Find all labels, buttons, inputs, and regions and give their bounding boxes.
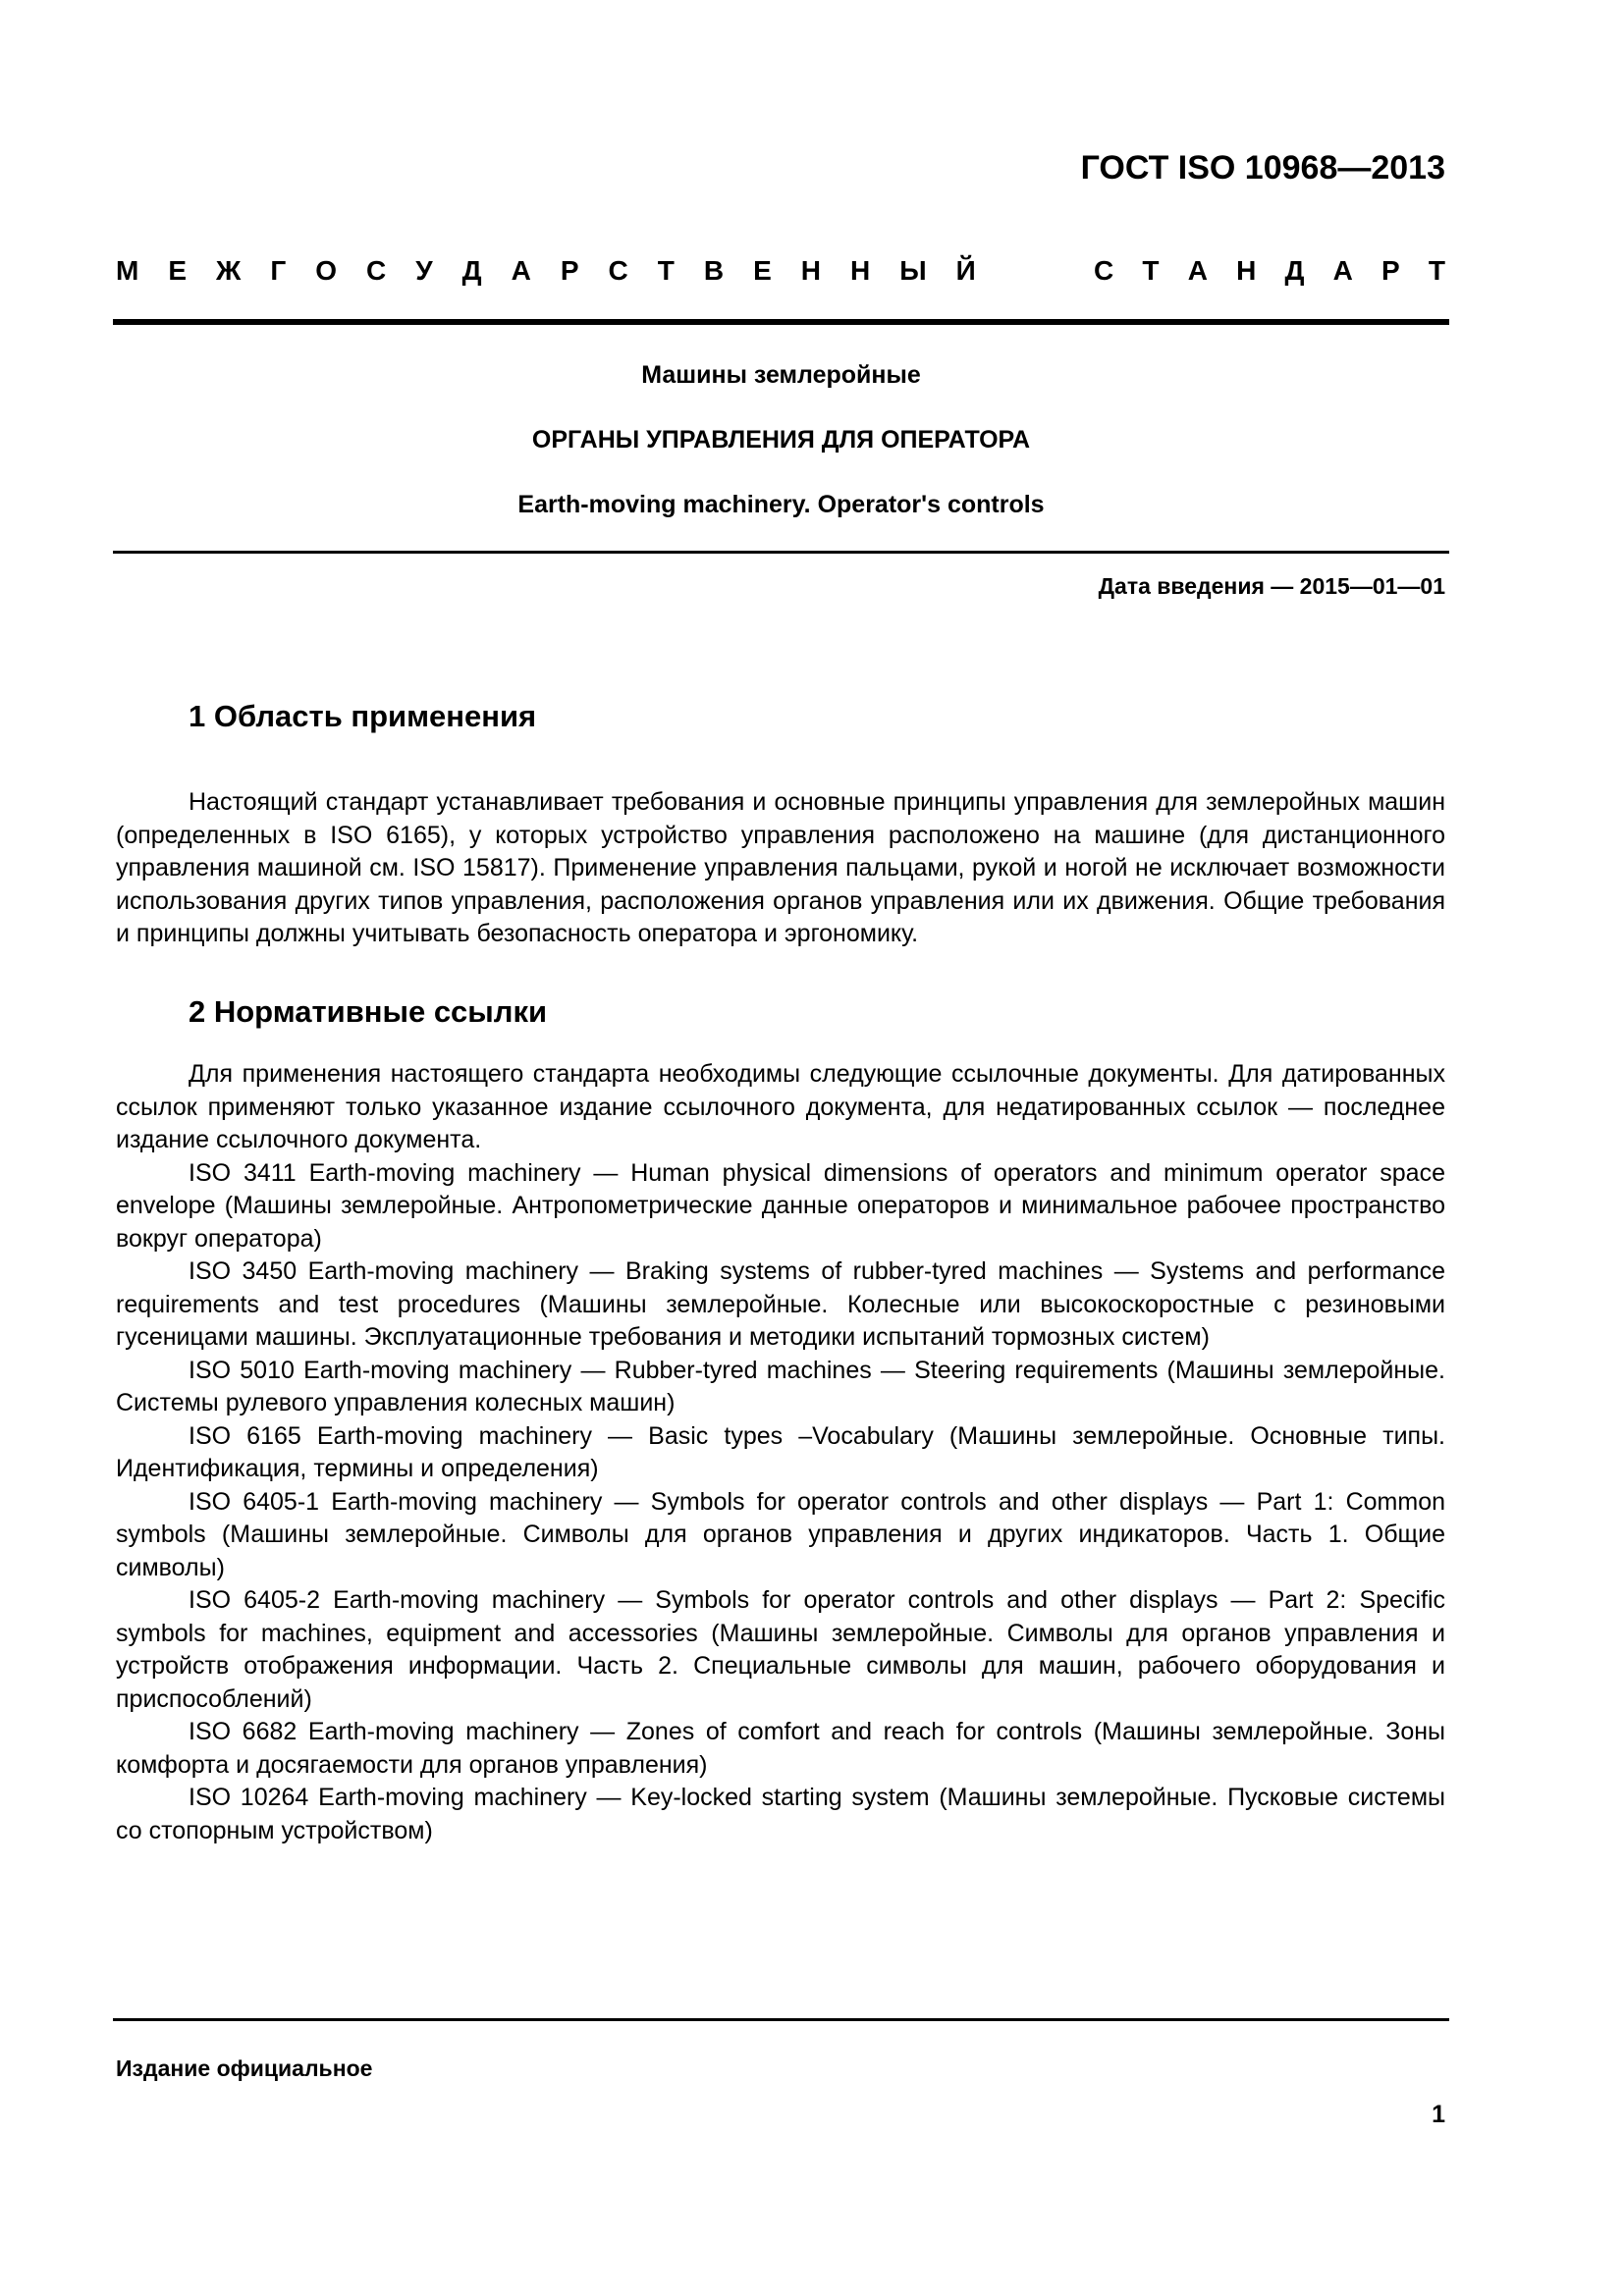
introduction-date: Дата введения — 2015—01—01 [1098, 573, 1445, 599]
banner-word-interstate [116, 255, 976, 287]
references-list [116, 1058, 1445, 1847]
banner-letter: А [1332, 255, 1353, 286]
reference-item: ISO 3411 Earth-moving machinery — Human physical dimensions of operators and minimum operator space envelope (Машины землеройные. Антропометрические данные операторов и минимальное рабочее пространство вокруг оператора) [116, 1158, 1445, 1253]
reference-item: ISO 6165 Earth-moving machinery — Basic types –Vocabulary (Машины землеройные. Основные типы. Идентификация, термины и определения) [116, 1421, 1445, 1482]
reference-item: ISO 6682 Earth-moving machinery — Zones of comfort and reach for controls (Машины землеройные. Зоны комфорта и досягаемости для органов управления) [116, 1718, 1445, 1779]
section-heading-scope: 1 Область применения [189, 699, 537, 733]
reference-item: ISO 3450 Earth-moving machinery — Braking systems of rubber-tyred machines — Systems and performance requirements and test procedures (Машины землеройные. Колесные или высокоскоростные с резиновыми гусеницами машины. Эксплуатационные требования и методики испытаний тормозных систем) [116, 1257, 1445, 1351]
banner-letter: Й [955, 255, 976, 286]
section-heading-references: 2 Нормативные ссылки [189, 994, 548, 1029]
banner-letter: Д [461, 255, 482, 286]
banner-letter: М [116, 255, 139, 286]
banner-letter: Е [168, 255, 188, 286]
banner-letter: Н [1236, 255, 1257, 286]
banner-letter: Д [1284, 255, 1305, 286]
banner-word-standard [1094, 255, 1445, 287]
banner-letter: С [608, 255, 628, 286]
official-edition-label: Издание официальное [116, 2056, 373, 2081]
banner-letter: Н [850, 255, 871, 286]
banner-letter: У [415, 255, 433, 286]
title-main: ОРГАНЫ УПРАВЛЕНИЯ ДЛЯ ОПЕРАТОРА [531, 426, 1031, 454]
title-english: Earth-moving machinery. Operator's controls [517, 491, 1045, 518]
banner-letter: Ж [216, 255, 242, 286]
banner-letter: А [511, 255, 531, 286]
reference-item: ISO 6405-1 Earth-moving machinery — Symbols for operator controls and other displays — Part 1: Common symbols (Машины землеройные. Символы для органов управления и других индикаторов. Часть 1. Общие символы) [116, 1487, 1445, 1581]
banner-letter: А [1187, 255, 1208, 286]
banner-letter: Н [800, 255, 822, 286]
banner-letter: Т [1142, 255, 1160, 286]
title-subtitle-ru: Машины землеройные [641, 361, 921, 389]
banner-letter: Г [270, 255, 287, 286]
reference-item: ISO 6405-2 Earth-moving machinery — Symbols for operator controls and other displays — Part 2: Specific symbols for machines, equipment and accessories (Машины землеройные. Символы для органов управления и устройств отображения информации. Часть 2. Специальные символы для машин, рабочего оборудования и приспособлений) [116, 1586, 1445, 1713]
header-divider [113, 319, 1449, 325]
banner-letter: С [1094, 255, 1114, 286]
banner-letter: Е [753, 255, 772, 286]
standard-type-banner [116, 251, 1445, 291]
page-number: 1 [1432, 2101, 1445, 2128]
references-intro-paragraph: Для применения настоящего стандарта необходимы следующие ссылочные документы. Для датированных ссылок применяют только указанное издание ссылочного документа, для недатированных ссылок — последнее издание ссылочного документа. [116, 1060, 1445, 1153]
reference-item: ISO 5010 Earth-moving machinery — Rubber-tyred machines — Steering requirements (Машины землеройные. Системы рулевого управления колесных машин) [116, 1356, 1445, 1416]
banner-letter: Т [657, 255, 675, 286]
section-paragraph: Настоящий стандарт устанавливает требования и основные принципы управления для землеройных машин (определенных в ISO 6165), у которых устройство управления расположено на машине (для дистанционного управления машиной см. ISO 15817). Применение управления пальцами, рукой и ногой не исключает возможности использования других типов управления, расположения органов управления или их движения. Общие требования и принципы должны учитывать безопасность оператора и эргономику. [116, 788, 1445, 947]
document-code: ГОСТ ISO 10968—2013 [1080, 149, 1445, 187]
footer-divider [113, 2018, 1449, 2021]
banner-letter: Р [1381, 255, 1400, 286]
reference-item: ISO 10264 Earth-moving machinery — Key-locked starting system (Машины землеройные. Пусковые системы со стопорным устройством) [116, 1784, 1445, 1844]
banner-letter: С [365, 255, 387, 286]
banner-letter: Р [560, 255, 579, 286]
banner-letter: О [315, 255, 337, 286]
title-divider [113, 551, 1449, 554]
banner-letter: В [703, 255, 725, 286]
banner-letter: Ы [899, 255, 927, 286]
banner-letter: Т [1428, 255, 1445, 286]
